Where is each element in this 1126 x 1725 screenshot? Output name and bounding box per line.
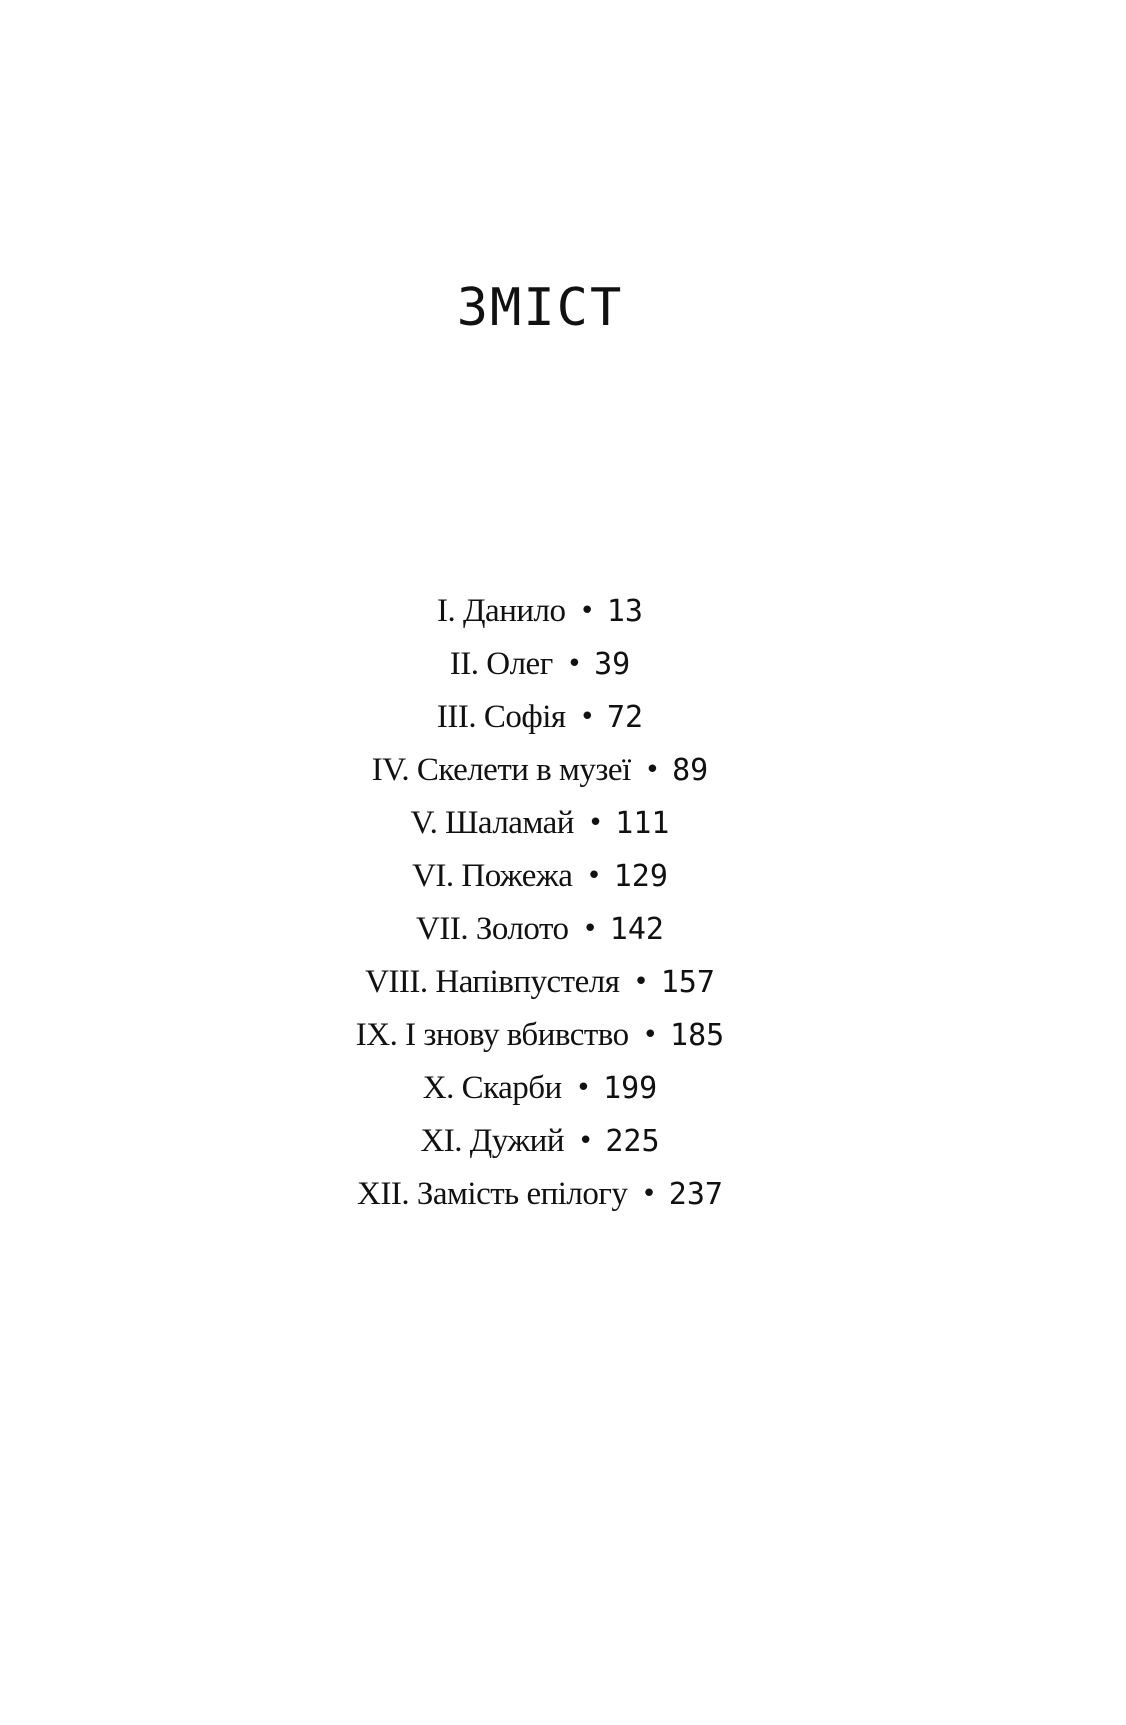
- bullet-separator: •: [633, 967, 649, 997]
- toc-page-number: 89: [672, 753, 709, 788]
- toc-chapter-title: II. Олег: [449, 646, 553, 682]
- toc-chapter-title: X. Скарби: [422, 1070, 562, 1106]
- bullet-separator: •: [587, 808, 604, 838]
- toc-page-number: 157: [660, 965, 715, 1000]
- toc-chapter-title: XII. Замість епілогу: [357, 1176, 628, 1212]
- toc-entry: [0, 747, 1080, 800]
- toc-entry: [0, 1012, 1080, 1065]
- bullet-separator: •: [579, 596, 595, 626]
- bullet-separator: •: [644, 755, 661, 785]
- toc-page-number: 111: [615, 806, 670, 841]
- toc-chapter-title: VII. Золото: [416, 911, 569, 947]
- toc-page-number: 39: [594, 647, 631, 682]
- toc-chapter-title: XI. Дужий: [420, 1123, 564, 1159]
- bullet-separator: •: [578, 1126, 594, 1156]
- toc-page-number: 237: [668, 1177, 723, 1212]
- bullet-separator: •: [579, 702, 595, 732]
- bullet-separator: •: [586, 861, 602, 891]
- toc-entry: [0, 694, 1080, 747]
- bullet-separator: •: [641, 1179, 657, 1209]
- toc-chapter-title: V. Шаламай: [410, 805, 574, 841]
- page-title: ЗМІСТ: [456, 278, 624, 338]
- toc-page-number: 199: [603, 1071, 658, 1106]
- toc-chapter-title: VI. Пожежа: [412, 858, 573, 894]
- toc-page-number: 13: [606, 594, 643, 629]
- toc-chapter-title: VIII. Напівпустеля: [365, 964, 620, 1000]
- toc-entry: [0, 800, 1080, 853]
- toc-entry: [0, 1118, 1080, 1171]
- toc-chapter-title: IX. І знову вбивство: [355, 1017, 629, 1053]
- toc-chapter-title: I. Данило: [437, 593, 566, 629]
- toc-entry: [0, 641, 1080, 694]
- toc-entry: [0, 588, 1080, 641]
- toc-page-number: 129: [613, 859, 668, 894]
- toc-chapter-title: III. Софія: [436, 699, 566, 735]
- bullet-separator: •: [566, 649, 583, 679]
- toc-entry: [0, 959, 1080, 1012]
- bullet-separator: •: [575, 1073, 592, 1103]
- toc-page-number: 142: [609, 912, 664, 947]
- toc-entry: [0, 1065, 1080, 1118]
- bullet-separator: •: [582, 914, 598, 944]
- toc-page-number: 185: [670, 1018, 725, 1053]
- toc-entry: [0, 906, 1080, 959]
- toc-chapter-title: IV. Скелети в музеї: [371, 752, 631, 788]
- toc-entry: [0, 853, 1080, 906]
- bullet-separator: •: [642, 1020, 659, 1050]
- toc-page-number: 72: [606, 700, 644, 735]
- table-of-contents: [0, 588, 1080, 1224]
- toc-entry: [0, 1171, 1080, 1224]
- toc-page-number: 225: [605, 1124, 660, 1159]
